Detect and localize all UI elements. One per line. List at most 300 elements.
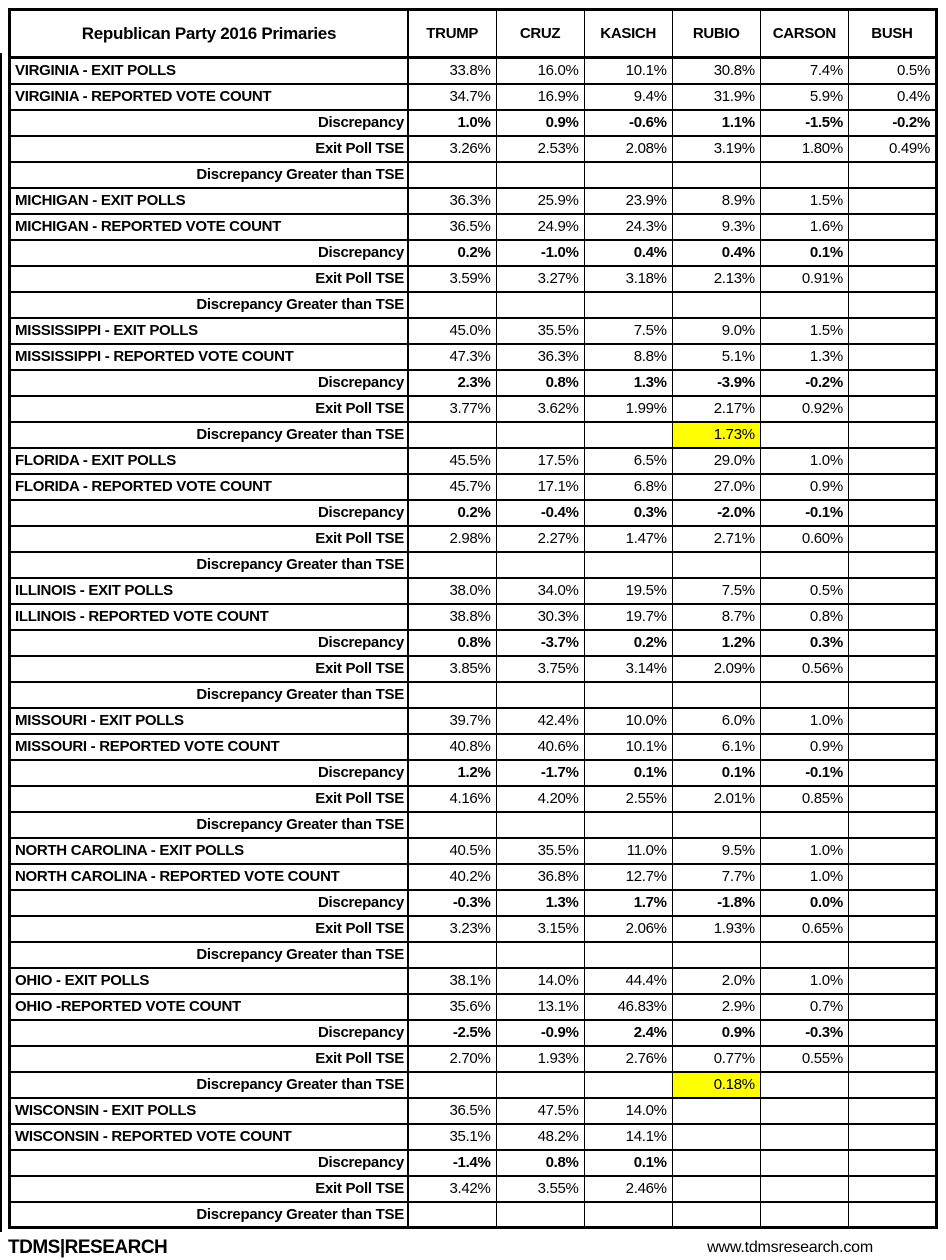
table-row-virginia-exit xyxy=(10,58,937,84)
cell-mississippi-greater-trump xyxy=(408,422,496,448)
table-row-illinois-tse xyxy=(10,656,937,682)
cell-virginia-discrepancy-kasich: -0.6% xyxy=(584,110,672,136)
cell-ohio-exit-kasich: 44.4% xyxy=(584,968,672,994)
row-label-florida-discrepancy: Discrepancy xyxy=(10,500,408,526)
row-label-north-carolina-discrepancy: Discrepancy xyxy=(10,890,408,916)
cell-michigan-discrepancy-kasich: 0.4% xyxy=(584,240,672,266)
cell-illinois-greater-kasich xyxy=(584,682,672,708)
cell-mississippi-tse-kasich: 1.99% xyxy=(584,396,672,422)
cell-mississippi-reported-trump: 47.3% xyxy=(408,344,496,370)
cell-mississippi-greater-bush xyxy=(848,422,936,448)
cell-florida-exit-rubio: 29.0% xyxy=(672,448,760,474)
cell-virginia-tse-trump: 3.26% xyxy=(408,136,496,162)
cell-missouri-tse-bush xyxy=(848,786,936,812)
header-row xyxy=(10,10,937,58)
row-label-virginia-reported: VIRGINIA - REPORTED VOTE COUNT xyxy=(10,84,408,110)
row-label-mississippi-tse: Exit Poll TSE xyxy=(10,396,408,422)
cell-ohio-greater-carson xyxy=(760,1072,848,1098)
highlighted-cell-ohio-greater-rubio: 0.18% xyxy=(672,1072,760,1098)
cell-ohio-greater-cruz xyxy=(496,1072,584,1098)
table-row-illinois-reported xyxy=(10,604,937,630)
cell-north-carolina-greater-trump xyxy=(408,942,496,968)
cell-florida-discrepancy-bush xyxy=(848,500,936,526)
cell-ohio-tse-bush xyxy=(848,1046,936,1072)
cell-illinois-reported-kasich: 19.7% xyxy=(584,604,672,630)
cell-florida-exit-kasich: 6.5% xyxy=(584,448,672,474)
cell-florida-discrepancy-carson: -0.1% xyxy=(760,500,848,526)
cell-north-carolina-exit-carson: 1.0% xyxy=(760,838,848,864)
cell-illinois-greater-rubio xyxy=(672,682,760,708)
cell-florida-tse-rubio: 2.71% xyxy=(672,526,760,552)
cell-ohio-reported-bush xyxy=(848,994,936,1020)
cell-virginia-discrepancy-cruz: 0.9% xyxy=(496,110,584,136)
cell-ohio-greater-bush xyxy=(848,1072,936,1098)
cell-florida-exit-bush xyxy=(848,448,936,474)
cell-ohio-reported-kasich: 46.83% xyxy=(584,994,672,1020)
row-label-virginia-discrepancy: Discrepancy xyxy=(10,110,408,136)
cell-florida-exit-carson: 1.0% xyxy=(760,448,848,474)
cell-missouri-exit-kasich: 10.0% xyxy=(584,708,672,734)
cell-illinois-tse-cruz: 3.75% xyxy=(496,656,584,682)
table-row-wisconsin-greater xyxy=(10,1202,937,1228)
cell-illinois-reported-cruz: 30.3% xyxy=(496,604,584,630)
table-row-florida-discrepancy xyxy=(10,500,937,526)
cell-mississippi-greater-carson xyxy=(760,422,848,448)
cell-virginia-reported-rubio: 31.9% xyxy=(672,84,760,110)
cell-ohio-exit-carson: 1.0% xyxy=(760,968,848,994)
cell-mississippi-exit-kasich: 7.5% xyxy=(584,318,672,344)
cell-ohio-exit-rubio: 2.0% xyxy=(672,968,760,994)
cell-illinois-greater-cruz xyxy=(496,682,584,708)
table-row-michigan-reported xyxy=(10,214,937,240)
row-label-michigan-exit: MICHIGAN - EXIT POLLS xyxy=(10,188,408,214)
table-row-wisconsin-discrepancy xyxy=(10,1150,937,1176)
table-row-virginia-reported xyxy=(10,84,937,110)
cell-illinois-exit-kasich: 19.5% xyxy=(584,578,672,604)
row-label-florida-greater: Discrepancy Greater than TSE xyxy=(10,552,408,578)
cell-ohio-greater-trump xyxy=(408,1072,496,1098)
cell-mississippi-tse-trump: 3.77% xyxy=(408,396,496,422)
primaries-table xyxy=(8,8,938,1229)
row-label-missouri-exit: MISSOURI - EXIT POLLS xyxy=(10,708,408,734)
cell-wisconsin-greater-carson xyxy=(760,1202,848,1228)
cell-illinois-greater-carson xyxy=(760,682,848,708)
cell-illinois-reported-rubio: 8.7% xyxy=(672,604,760,630)
row-label-florida-reported: FLORIDA - REPORTED VOTE COUNT xyxy=(10,474,408,500)
cell-virginia-exit-kasich: 10.1% xyxy=(584,58,672,84)
table-row-michigan-exit xyxy=(10,188,937,214)
cell-michigan-reported-cruz: 24.9% xyxy=(496,214,584,240)
cell-virginia-discrepancy-carson: -1.5% xyxy=(760,110,848,136)
cell-ohio-tse-kasich: 2.76% xyxy=(584,1046,672,1072)
column-header-rubio: RUBIO xyxy=(672,10,760,58)
brand-logo-text: TDMS|RESEARCH xyxy=(8,1237,168,1258)
cell-wisconsin-reported-cruz: 48.2% xyxy=(496,1124,584,1150)
cell-michigan-greater-trump xyxy=(408,292,496,318)
row-label-illinois-discrepancy: Discrepancy xyxy=(10,630,408,656)
cell-missouri-tse-cruz: 4.20% xyxy=(496,786,584,812)
table-row-virginia-greater xyxy=(10,162,937,188)
cell-ohio-reported-carson: 0.7% xyxy=(760,994,848,1020)
row-label-illinois-tse: Exit Poll TSE xyxy=(10,656,408,682)
table-row-wisconsin-exit xyxy=(10,1098,937,1124)
cell-michigan-discrepancy-carson: 0.1% xyxy=(760,240,848,266)
cell-illinois-reported-trump: 38.8% xyxy=(408,604,496,630)
cell-michigan-tse-cruz: 3.27% xyxy=(496,266,584,292)
cell-mississippi-discrepancy-carson: -0.2% xyxy=(760,370,848,396)
table-row-north-carolina-reported xyxy=(10,864,937,890)
table-row-virginia-tse xyxy=(10,136,937,162)
row-label-ohio-greater: Discrepancy Greater than TSE xyxy=(10,1072,408,1098)
cell-wisconsin-tse-cruz: 3.55% xyxy=(496,1176,584,1202)
cell-illinois-greater-bush xyxy=(848,682,936,708)
cell-virginia-discrepancy-rubio: 1.1% xyxy=(672,110,760,136)
cell-michigan-discrepancy-rubio: 0.4% xyxy=(672,240,760,266)
row-label-missouri-greater: Discrepancy Greater than TSE xyxy=(10,812,408,838)
cell-mississippi-greater-cruz xyxy=(496,422,584,448)
cell-michigan-greater-rubio xyxy=(672,292,760,318)
cell-florida-greater-kasich xyxy=(584,552,672,578)
row-label-virginia-exit: VIRGINIA - EXIT POLLS xyxy=(10,58,408,84)
cell-north-carolina-discrepancy-rubio: -1.8% xyxy=(672,890,760,916)
cell-north-carolina-reported-rubio: 7.7% xyxy=(672,864,760,890)
cell-michigan-reported-rubio: 9.3% xyxy=(672,214,760,240)
cell-florida-discrepancy-kasich: 0.3% xyxy=(584,500,672,526)
table-row-illinois-exit xyxy=(10,578,937,604)
cell-florida-greater-carson xyxy=(760,552,848,578)
cell-mississippi-reported-carson: 1.3% xyxy=(760,344,848,370)
table-row-michigan-tse xyxy=(10,266,937,292)
cell-virginia-exit-trump: 33.8% xyxy=(408,58,496,84)
table-row-ohio-reported xyxy=(10,994,937,1020)
table-row-wisconsin-tse xyxy=(10,1176,937,1202)
cell-north-carolina-reported-kasich: 12.7% xyxy=(584,864,672,890)
cell-illinois-reported-bush xyxy=(848,604,936,630)
row-label-mississippi-reported: MISSISSIPPI - REPORTED VOTE COUNT xyxy=(10,344,408,370)
cell-florida-tse-cruz: 2.27% xyxy=(496,526,584,552)
cell-missouri-exit-bush xyxy=(848,708,936,734)
cell-wisconsin-greater-cruz xyxy=(496,1202,584,1228)
row-label-ohio-tse: Exit Poll TSE xyxy=(10,1046,408,1072)
row-label-michigan-tse: Exit Poll TSE xyxy=(10,266,408,292)
cell-north-carolina-reported-cruz: 36.8% xyxy=(496,864,584,890)
cell-ohio-discrepancy-trump: -2.5% xyxy=(408,1020,496,1046)
table-row-michigan-greater xyxy=(10,292,937,318)
cell-illinois-reported-carson: 0.8% xyxy=(760,604,848,630)
cell-missouri-reported-carson: 0.9% xyxy=(760,734,848,760)
cell-missouri-tse-carson: 0.85% xyxy=(760,786,848,812)
row-label-missouri-tse: Exit Poll TSE xyxy=(10,786,408,812)
website-link[interactable]: www.tdmsresearch.com xyxy=(707,1239,873,1256)
cell-mississippi-tse-cruz: 3.62% xyxy=(496,396,584,422)
cell-ohio-tse-trump: 2.70% xyxy=(408,1046,496,1072)
cell-michigan-reported-trump: 36.5% xyxy=(408,214,496,240)
cell-florida-greater-rubio xyxy=(672,552,760,578)
row-label-michigan-reported: MICHIGAN - REPORTED VOTE COUNT xyxy=(10,214,408,240)
cell-missouri-greater-carson xyxy=(760,812,848,838)
cell-michigan-tse-trump: 3.59% xyxy=(408,266,496,292)
cell-missouri-reported-cruz: 40.6% xyxy=(496,734,584,760)
cell-florida-reported-cruz: 17.1% xyxy=(496,474,584,500)
cell-michigan-exit-cruz: 25.9% xyxy=(496,188,584,214)
cell-wisconsin-exit-bush xyxy=(848,1098,936,1124)
table-row-ohio-greater xyxy=(10,1072,937,1098)
row-label-wisconsin-tse: Exit Poll TSE xyxy=(10,1176,408,1202)
cell-missouri-tse-rubio: 2.01% xyxy=(672,786,760,812)
cell-wisconsin-exit-cruz: 47.5% xyxy=(496,1098,584,1124)
cell-florida-greater-cruz xyxy=(496,552,584,578)
page-edge-artifact xyxy=(0,53,2,1232)
cell-michigan-reported-bush xyxy=(848,214,936,240)
row-label-florida-tse: Exit Poll TSE xyxy=(10,526,408,552)
cell-missouri-tse-trump: 4.16% xyxy=(408,786,496,812)
cell-ohio-discrepancy-bush xyxy=(848,1020,936,1046)
cell-missouri-discrepancy-bush xyxy=(848,760,936,786)
cell-ohio-exit-cruz: 14.0% xyxy=(496,968,584,994)
row-label-michigan-greater: Discrepancy Greater than TSE xyxy=(10,292,408,318)
cell-north-carolina-discrepancy-kasich: 1.7% xyxy=(584,890,672,916)
cell-missouri-discrepancy-trump: 1.2% xyxy=(408,760,496,786)
table-row-north-carolina-discrepancy xyxy=(10,890,937,916)
cell-virginia-reported-kasich: 9.4% xyxy=(584,84,672,110)
cell-ohio-tse-rubio: 0.77% xyxy=(672,1046,760,1072)
cell-florida-greater-bush xyxy=(848,552,936,578)
cell-mississippi-reported-bush xyxy=(848,344,936,370)
table-row-mississippi-exit xyxy=(10,318,937,344)
cell-north-carolina-exit-cruz: 35.5% xyxy=(496,838,584,864)
row-label-missouri-discrepancy: Discrepancy xyxy=(10,760,408,786)
cell-mississippi-discrepancy-kasich: 1.3% xyxy=(584,370,672,396)
cell-north-carolina-tse-trump: 3.23% xyxy=(408,916,496,942)
cell-wisconsin-exit-rubio xyxy=(672,1098,760,1124)
cell-illinois-tse-kasich: 3.14% xyxy=(584,656,672,682)
row-label-michigan-discrepancy: Discrepancy xyxy=(10,240,408,266)
table-row-missouri-discrepancy xyxy=(10,760,937,786)
cell-wisconsin-reported-trump: 35.1% xyxy=(408,1124,496,1150)
row-label-mississippi-exit: MISSISSIPPI - EXIT POLLS xyxy=(10,318,408,344)
cell-wisconsin-exit-carson xyxy=(760,1098,848,1124)
cell-ohio-discrepancy-cruz: -0.9% xyxy=(496,1020,584,1046)
row-label-missouri-reported: MISSOURI - REPORTED VOTE COUNT xyxy=(10,734,408,760)
cell-ohio-exit-bush xyxy=(848,968,936,994)
cell-wisconsin-exit-kasich: 14.0% xyxy=(584,1098,672,1124)
row-label-virginia-tse: Exit Poll TSE xyxy=(10,136,408,162)
cell-north-carolina-discrepancy-trump: -0.3% xyxy=(408,890,496,916)
cell-michigan-greater-cruz xyxy=(496,292,584,318)
cell-mississippi-exit-carson: 1.5% xyxy=(760,318,848,344)
cell-missouri-greater-rubio xyxy=(672,812,760,838)
table-row-mississippi-greater xyxy=(10,422,937,448)
table-row-missouri-tse xyxy=(10,786,937,812)
cell-north-carolina-tse-kasich: 2.06% xyxy=(584,916,672,942)
cell-michigan-discrepancy-bush xyxy=(848,240,936,266)
cell-virginia-reported-cruz: 16.9% xyxy=(496,84,584,110)
cell-illinois-discrepancy-trump: 0.8% xyxy=(408,630,496,656)
cell-north-carolina-tse-rubio: 1.93% xyxy=(672,916,760,942)
table-row-mississippi-tse xyxy=(10,396,937,422)
cell-missouri-greater-cruz xyxy=(496,812,584,838)
cell-virginia-tse-carson: 1.80% xyxy=(760,136,848,162)
column-header-kasich: KASICH xyxy=(584,10,672,58)
cell-north-carolina-discrepancy-bush xyxy=(848,890,936,916)
cell-wisconsin-discrepancy-trump: -1.4% xyxy=(408,1150,496,1176)
row-label-virginia-greater: Discrepancy Greater than TSE xyxy=(10,162,408,188)
cell-michigan-discrepancy-cruz: -1.0% xyxy=(496,240,584,266)
cell-virginia-greater-rubio xyxy=(672,162,760,188)
cell-illinois-exit-carson: 0.5% xyxy=(760,578,848,604)
row-label-north-carolina-reported: NORTH CAROLINA - REPORTED VOTE COUNT xyxy=(10,864,408,890)
cell-ohio-discrepancy-carson: -0.3% xyxy=(760,1020,848,1046)
cell-michigan-exit-rubio: 8.9% xyxy=(672,188,760,214)
cell-ohio-discrepancy-kasich: 2.4% xyxy=(584,1020,672,1046)
cell-north-carolina-exit-rubio: 9.5% xyxy=(672,838,760,864)
cell-florida-tse-bush xyxy=(848,526,936,552)
row-label-wisconsin-greater: Discrepancy Greater than TSE xyxy=(10,1202,408,1228)
table-title: Republican Party 2016 Primaries xyxy=(10,10,408,58)
cell-michigan-greater-carson xyxy=(760,292,848,318)
row-label-mississippi-greater: Discrepancy Greater than TSE xyxy=(10,422,408,448)
cell-michigan-tse-kasich: 3.18% xyxy=(584,266,672,292)
row-label-florida-exit: FLORIDA - EXIT POLLS xyxy=(10,448,408,474)
table-row-north-carolina-tse xyxy=(10,916,937,942)
cell-ohio-tse-carson: 0.55% xyxy=(760,1046,848,1072)
cell-missouri-greater-bush xyxy=(848,812,936,838)
cell-wisconsin-discrepancy-cruz: 0.8% xyxy=(496,1150,584,1176)
cell-wisconsin-tse-trump: 3.42% xyxy=(408,1176,496,1202)
cell-ohio-tse-cruz: 1.93% xyxy=(496,1046,584,1072)
cell-illinois-greater-trump xyxy=(408,682,496,708)
cell-illinois-discrepancy-kasich: 0.2% xyxy=(584,630,672,656)
column-header-cruz: CRUZ xyxy=(496,10,584,58)
table-row-north-carolina-exit xyxy=(10,838,937,864)
cell-florida-reported-rubio: 27.0% xyxy=(672,474,760,500)
cell-florida-discrepancy-cruz: -0.4% xyxy=(496,500,584,526)
cell-north-carolina-tse-carson: 0.65% xyxy=(760,916,848,942)
cell-mississippi-reported-cruz: 36.3% xyxy=(496,344,584,370)
highlighted-cell-mississippi-greater-rubio: 1.73% xyxy=(672,422,760,448)
cell-north-carolina-greater-cruz xyxy=(496,942,584,968)
cell-missouri-discrepancy-carson: -0.1% xyxy=(760,760,848,786)
cell-illinois-exit-trump: 38.0% xyxy=(408,578,496,604)
cell-mississippi-exit-cruz: 35.5% xyxy=(496,318,584,344)
cell-missouri-reported-trump: 40.8% xyxy=(408,734,496,760)
cell-florida-reported-carson: 0.9% xyxy=(760,474,848,500)
table-row-mississippi-discrepancy xyxy=(10,370,937,396)
table-row-illinois-greater xyxy=(10,682,937,708)
row-label-illinois-exit: ILLINOIS - EXIT POLLS xyxy=(10,578,408,604)
cell-north-carolina-discrepancy-carson: 0.0% xyxy=(760,890,848,916)
cell-florida-exit-trump: 45.5% xyxy=(408,448,496,474)
cell-missouri-exit-carson: 1.0% xyxy=(760,708,848,734)
cell-illinois-tse-trump: 3.85% xyxy=(408,656,496,682)
cell-mississippi-reported-kasich: 8.8% xyxy=(584,344,672,370)
column-header-trump: TRUMP xyxy=(408,10,496,58)
cell-illinois-tse-carson: 0.56% xyxy=(760,656,848,682)
cell-illinois-discrepancy-bush xyxy=(848,630,936,656)
cell-illinois-discrepancy-carson: 0.3% xyxy=(760,630,848,656)
cell-florida-reported-bush xyxy=(848,474,936,500)
cell-missouri-exit-rubio: 6.0% xyxy=(672,708,760,734)
cell-missouri-discrepancy-cruz: -1.7% xyxy=(496,760,584,786)
cell-wisconsin-discrepancy-bush xyxy=(848,1150,936,1176)
cell-michigan-tse-rubio: 2.13% xyxy=(672,266,760,292)
table-row-mississippi-reported xyxy=(10,344,937,370)
cell-north-carolina-discrepancy-cruz: 1.3% xyxy=(496,890,584,916)
row-label-wisconsin-reported: WISCONSIN - REPORTED VOTE COUNT xyxy=(10,1124,408,1150)
cell-wisconsin-discrepancy-rubio xyxy=(672,1150,760,1176)
column-header-bush: BUSH xyxy=(848,10,936,58)
cell-florida-discrepancy-rubio: -2.0% xyxy=(672,500,760,526)
cell-wisconsin-greater-kasich xyxy=(584,1202,672,1228)
cell-wisconsin-greater-rubio xyxy=(672,1202,760,1228)
cell-missouri-greater-trump xyxy=(408,812,496,838)
cell-wisconsin-reported-kasich: 14.1% xyxy=(584,1124,672,1150)
row-label-wisconsin-exit: WISCONSIN - EXIT POLLS xyxy=(10,1098,408,1124)
cell-virginia-greater-bush xyxy=(848,162,936,188)
cell-mississippi-greater-kasich xyxy=(584,422,672,448)
cell-virginia-discrepancy-bush: -0.2% xyxy=(848,110,936,136)
table-row-florida-exit xyxy=(10,448,937,474)
cell-north-carolina-greater-carson xyxy=(760,942,848,968)
table-row-virginia-discrepancy xyxy=(10,110,937,136)
cell-virginia-greater-cruz xyxy=(496,162,584,188)
cell-virginia-exit-carson: 7.4% xyxy=(760,58,848,84)
cell-illinois-exit-rubio: 7.5% xyxy=(672,578,760,604)
cell-michigan-discrepancy-trump: 0.2% xyxy=(408,240,496,266)
cell-virginia-tse-kasich: 2.08% xyxy=(584,136,672,162)
cell-north-carolina-tse-cruz: 3.15% xyxy=(496,916,584,942)
cell-virginia-greater-trump xyxy=(408,162,496,188)
row-label-north-carolina-tse: Exit Poll TSE xyxy=(10,916,408,942)
cell-illinois-exit-cruz: 34.0% xyxy=(496,578,584,604)
table-row-illinois-discrepancy xyxy=(10,630,937,656)
cell-mississippi-exit-bush xyxy=(848,318,936,344)
cell-virginia-tse-rubio: 3.19% xyxy=(672,136,760,162)
cell-north-carolina-exit-bush xyxy=(848,838,936,864)
cell-missouri-discrepancy-rubio: 0.1% xyxy=(672,760,760,786)
cell-north-carolina-reported-trump: 40.2% xyxy=(408,864,496,890)
cell-mississippi-discrepancy-trump: 2.3% xyxy=(408,370,496,396)
table-row-florida-tse xyxy=(10,526,937,552)
table-row-michigan-discrepancy xyxy=(10,240,937,266)
cell-north-carolina-exit-trump: 40.5% xyxy=(408,838,496,864)
cell-virginia-tse-bush: 0.49% xyxy=(848,136,936,162)
cell-mississippi-tse-rubio: 2.17% xyxy=(672,396,760,422)
cell-michigan-exit-bush xyxy=(848,188,936,214)
cell-michigan-exit-carson: 1.5% xyxy=(760,188,848,214)
cell-north-carolina-tse-bush xyxy=(848,916,936,942)
cell-florida-greater-trump xyxy=(408,552,496,578)
cell-north-carolina-reported-carson: 1.0% xyxy=(760,864,848,890)
cell-mississippi-discrepancy-cruz: 0.8% xyxy=(496,370,584,396)
column-header-carson: CARSON xyxy=(760,10,848,58)
table-row-missouri-reported xyxy=(10,734,937,760)
cell-florida-exit-cruz: 17.5% xyxy=(496,448,584,474)
row-label-ohio-discrepancy: Discrepancy xyxy=(10,1020,408,1046)
cell-florida-discrepancy-trump: 0.2% xyxy=(408,500,496,526)
cell-virginia-reported-trump: 34.7% xyxy=(408,84,496,110)
table-row-missouri-exit xyxy=(10,708,937,734)
cell-missouri-reported-rubio: 6.1% xyxy=(672,734,760,760)
cell-wisconsin-exit-trump: 36.5% xyxy=(408,1098,496,1124)
table-row-ohio-discrepancy xyxy=(10,1020,937,1046)
cell-wisconsin-tse-rubio xyxy=(672,1176,760,1202)
cell-mississippi-discrepancy-rubio: -3.9% xyxy=(672,370,760,396)
cell-mississippi-reported-rubio: 5.1% xyxy=(672,344,760,370)
cell-florida-reported-kasich: 6.8% xyxy=(584,474,672,500)
cell-illinois-tse-bush xyxy=(848,656,936,682)
cell-wisconsin-greater-trump xyxy=(408,1202,496,1228)
